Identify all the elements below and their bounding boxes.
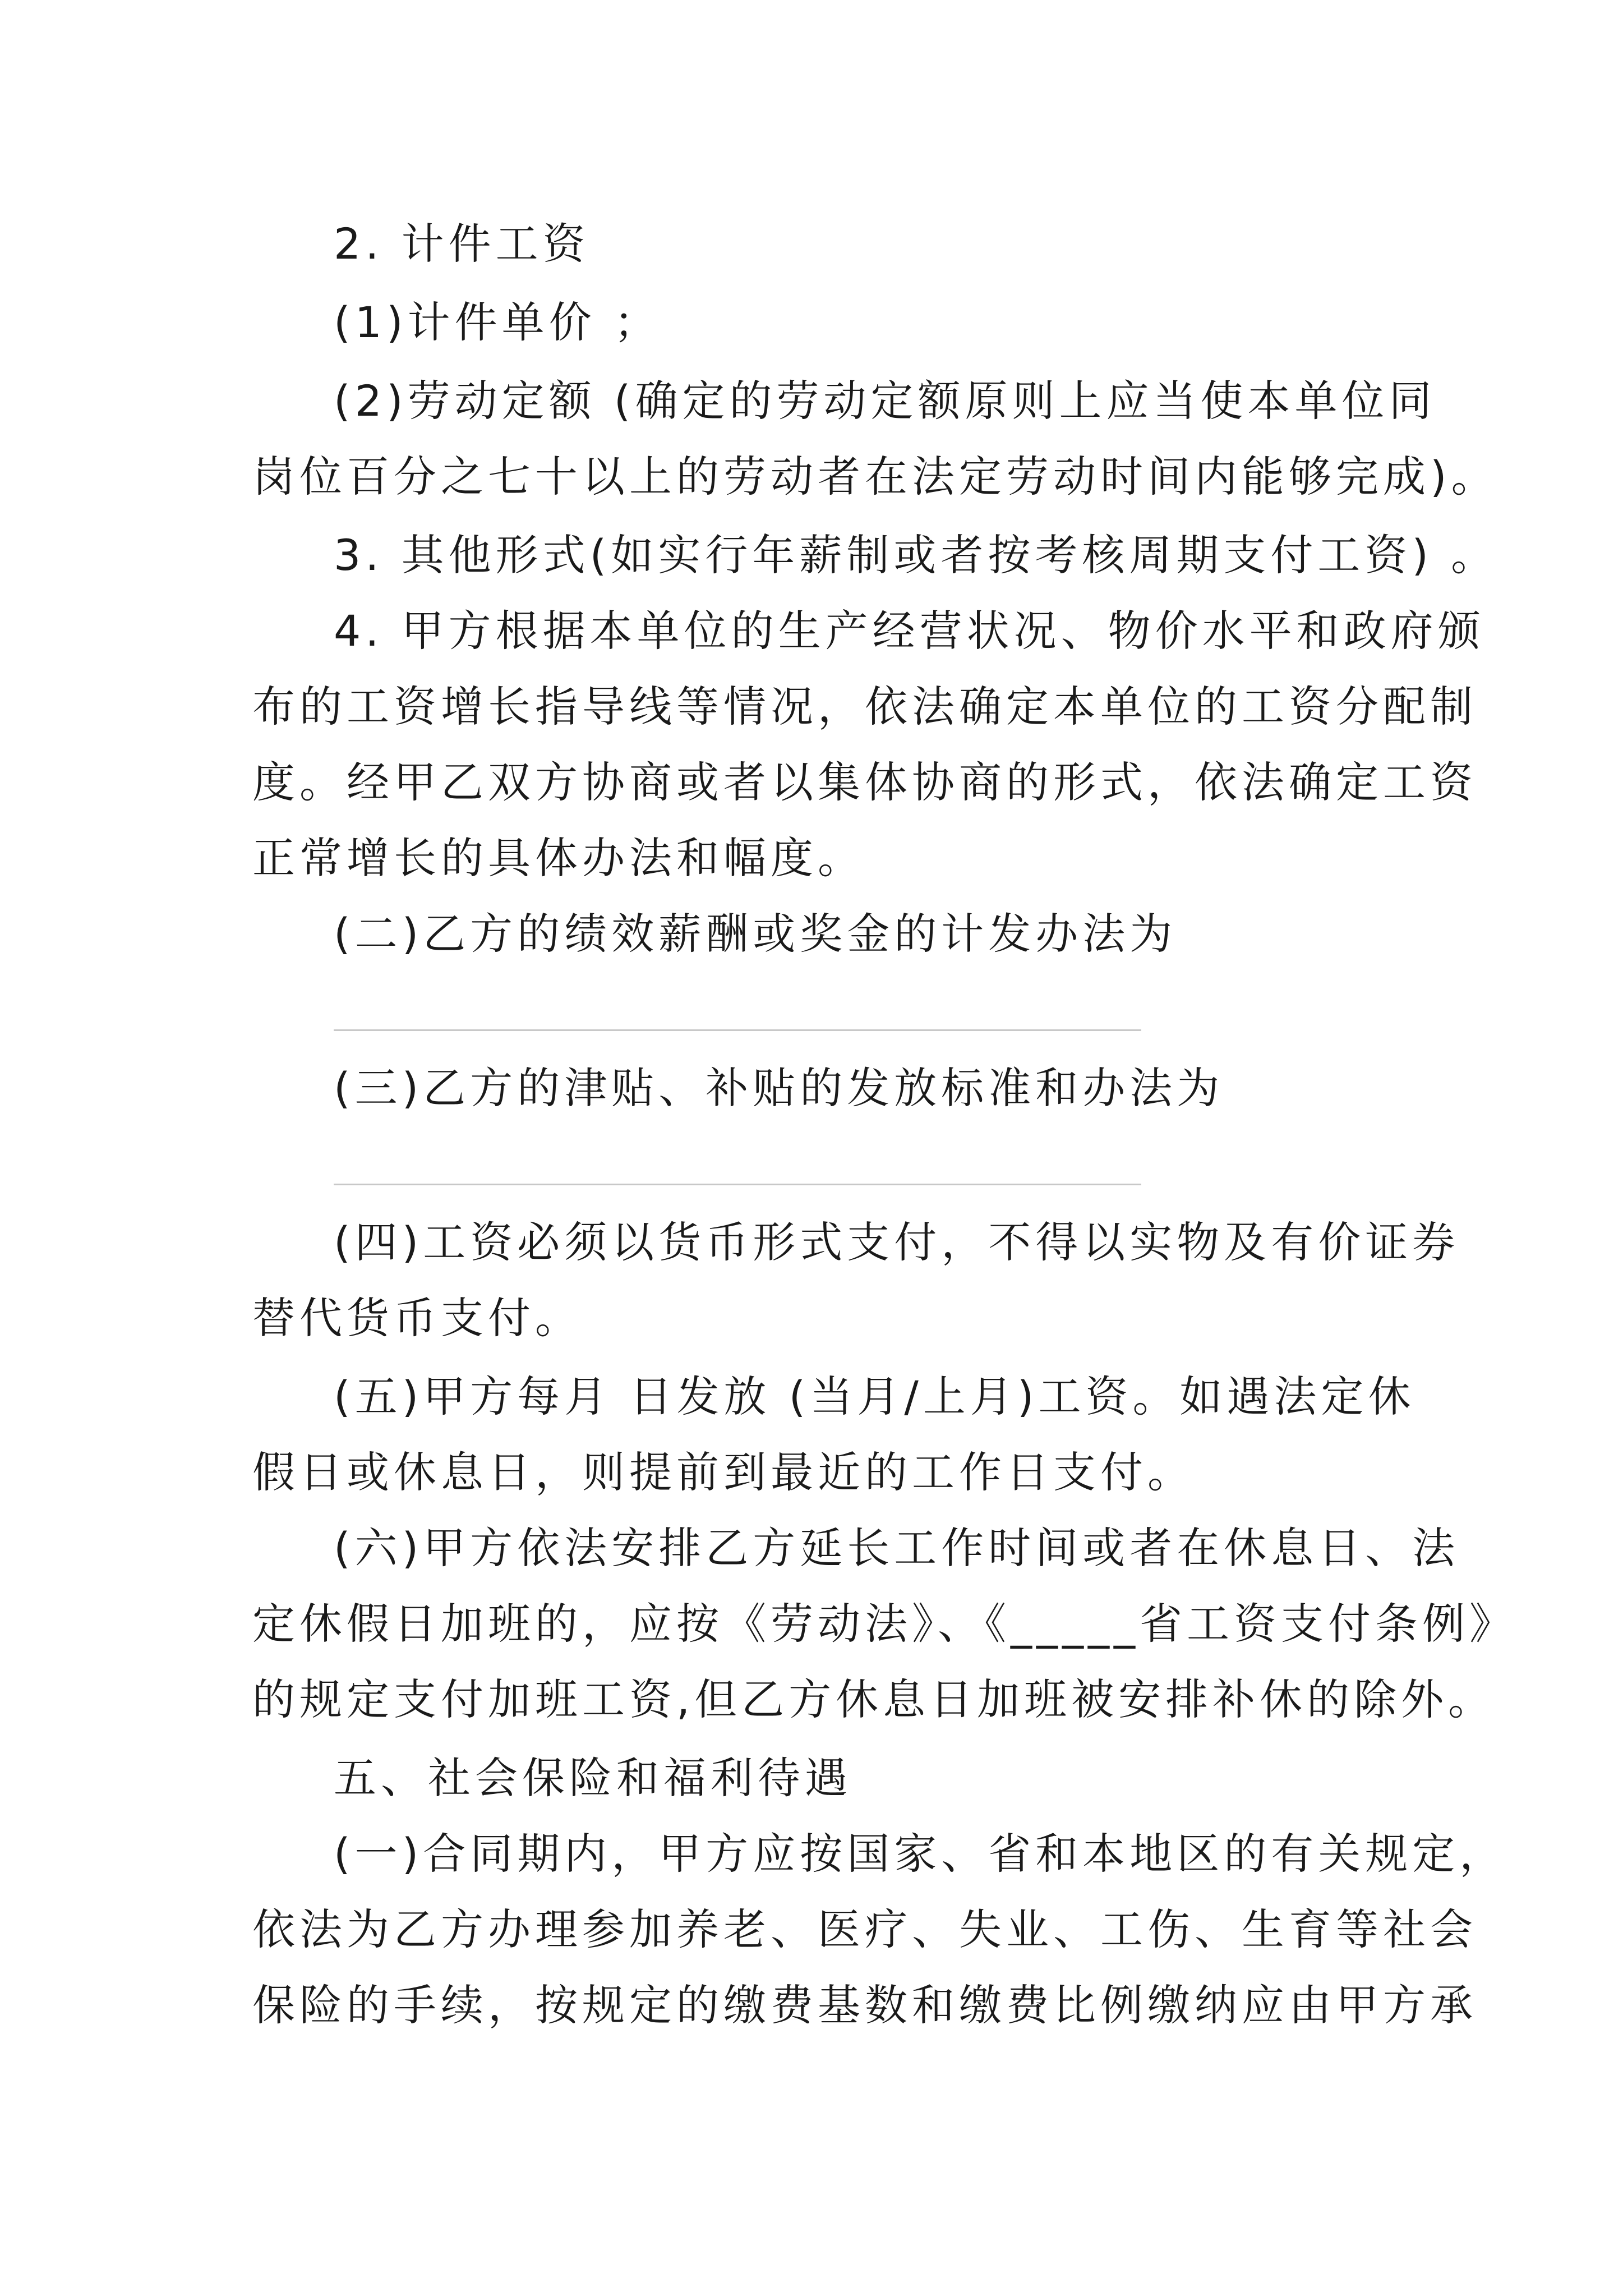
text-line: 3. 其他形式(如实行年薪制或者按考核周期支付工资) 。 bbox=[334, 530, 1498, 580]
text-line: (三)乙方的津贴、补贴的发放标准和办法为 bbox=[334, 1063, 1224, 1113]
section-heading: 五、社会保险和福利待遇 bbox=[334, 1753, 852, 1803]
text-line: (六)甲方依法安排乙方延长工作时间或者在休息日、法 bbox=[334, 1523, 1460, 1573]
text-line: (2)劳动定额 (确定的劳动定额原则上应当使本单位同 bbox=[334, 376, 1436, 426]
text-line: 的规定支付加班工资,但乙方休息日加班被安排补休的除外。 bbox=[252, 1674, 1496, 1724]
text-line: 布的工资增长指导线等情况，依法确定本单位的工资分配制 bbox=[252, 682, 1477, 731]
text-line: 定休假日加班的，应按《劳动法》、《_____省工资支付条例》 bbox=[252, 1599, 1516, 1649]
text-line: 4. 甲方根据本单位的生产经营状况、物价水平和政府颁 bbox=[334, 606, 1485, 656]
blank-fill-line bbox=[334, 1184, 1141, 1185]
text-line: 2. 计件工资 bbox=[334, 219, 590, 269]
text-line: (一)合同期内，甲方应按国家、省和本地区的有关规定， bbox=[334, 1829, 1507, 1879]
text-line: (1)计件单价 ； bbox=[334, 297, 661, 347]
text-line: 正常增长的具体办法和幅度。 bbox=[252, 833, 865, 883]
text-line: 保险的手续，按规定的缴费基数和缴费比例缴纳应由甲方承 bbox=[252, 1980, 1477, 2030]
text-line: (五)甲方每月 日发放 (当月/上月)工资。如遇法定休 bbox=[334, 1372, 1415, 1421]
text-line: 假日或休息日，则提前到最近的工作日支付。 bbox=[252, 1447, 1195, 1497]
text-line: 度。经甲乙双方协商或者以集体协商的形式，依法确定工资 bbox=[252, 757, 1477, 807]
text-line: (四)工资必须以货币形式支付，不得以实物及有价证券 bbox=[334, 1217, 1460, 1267]
text-line: 替代货币支付。 bbox=[252, 1293, 582, 1343]
text-line: 依法为乙方办理参加养老、医疗、失业、工伤、生育等社会 bbox=[252, 1904, 1477, 1954]
text-line: (二)乙方的绩效薪酬或奖金的计发办法为 bbox=[334, 909, 1177, 959]
blank-fill-line bbox=[334, 1029, 1141, 1031]
text-line: 岗位百分之七十以上的劳动者在法定劳动时间内能够完成)。 bbox=[252, 452, 1498, 501]
